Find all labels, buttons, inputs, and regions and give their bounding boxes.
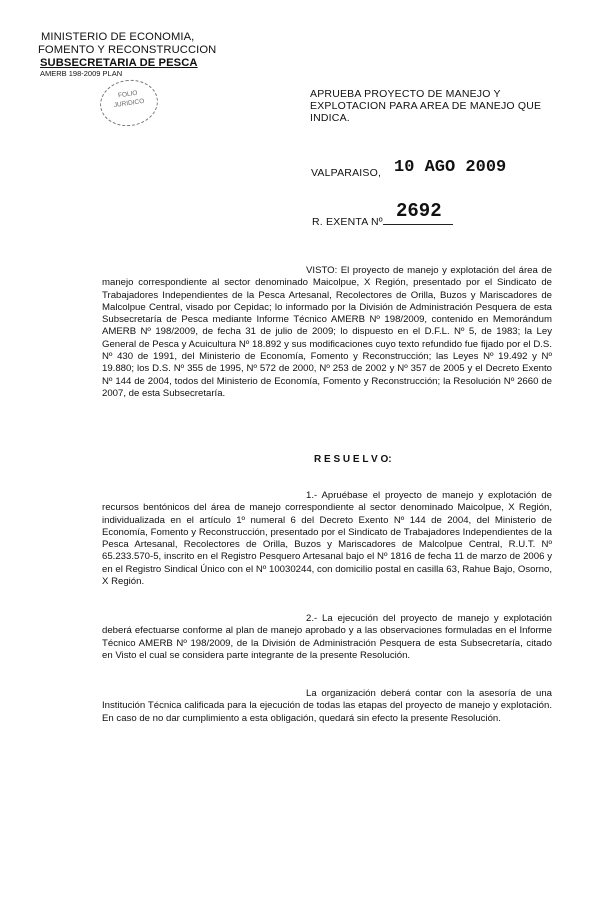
title-line-3: INDICA. [310,112,350,124]
resolution-title [310,88,562,124]
exenta-number: 2692 [396,200,442,222]
title-line-1: APRUEBA PROYECTO DE MANEJO Y [310,88,501,100]
date-stamp: 10 AGO 2009 [394,158,507,177]
subsecretaria-line: SUBSECRETARIA DE PESCA [40,57,198,69]
stamp-line-1: FOLIO [117,89,138,100]
resuelvo-heading: R E S U E L V O: [314,454,392,465]
resolution-point-2: 2.- La ejecución del proyecto de manejo y explotación deberá efectuarse conforme al plan de manejo aprobado y a las observaciones formuladas en el Informe Técnico AMERB Nº 198/2009, de la División de Administración Pesquera de esta Subsecretaría, citado en Visto el cual se considera parte integrante de la presente Resolución. [102,613,552,661]
folio-stamp [97,76,161,130]
title-line-2: EXPLOTACION PARA AREA DE MANEJO QUE [310,100,542,112]
ministry-line-1: MINISTERIO DE ECONOMIA, [41,31,195,43]
advisory-requirement-paragraph: La organización deberá contar con la asesoría de una Institución Técnica calificada para la ejecución de todas las etapas del proyecto de manejo y explotación. En caso de no dar cumplimiento a esta obligación, quedará sin efecto la presente Resolución. [102,688,552,724]
place-label: VALPARAISO, [311,167,382,179]
stamp-line-2: JURIDICO [113,97,145,110]
exenta-label-text: R. EXENTA Nº [312,216,383,228]
ministry-line-2: FOMENTO Y RECONSTRUCCION [38,44,217,56]
visto-paragraph: VISTO: El proyecto de manejo y explotación del área de manejo correspondiente al sector denominado Maicolpue, X Región, presentado por el Sindicato de Trabajadores Independientes de la Pesca Artesanal, Recolectores de Orilla, Buzos y Mariscadores de Malcolpue Central, visado por Cepidac; lo informado por la División de Administración Pesquera de esta Subsecretaría de Pesca mediante Informe Técnico AMERB Nº 198/2009, contenido en Memorándum AMERB Nº 198/2009, de fecha 31 de julio de 2009; lo dispuesto en el D.F.L. Nº 5, de 1983; la Ley General de Pesca y Acuicultura Nº 18.892 y sus modificaciones cuyo texto refundido fue fijado por el D.S. Nº 430 de 1991, del Ministerio de Economía, Fomento y Reconstrucción; las Leyes Nº 19.492 y Nº 19.880; los D.S. Nº 355 de 1995, Nº 572 de 2000, Nº 253 de 2002 y Nº 357 de 2005 y el Decreto Exento Nº 144 de 2004, todos del Ministerio de Economía, Fomento y Reconstrucción; la Resolución Nº 2660 de 2007, de esta Subsecretaría. [102,265,552,399]
exenta-underline [383,224,453,225]
resolution-point-1: 1.- Apruébase el proyecto de manejo y explotación de recursos bentónicos del área de manejo correspondiente al sector denominado Maicolpue, X Región, individualizada en el artículo 1º numeral 6 del Decreto Exento Nº 144 de 2004, del Ministerio de Economía, Fomento y Reconstrucción, presentado por el Sindicato de Trabajadores Independientes de la Pesca Artesanal, Recolectores de Orilla, Buzos y Mariscadores de Malcolpue Central, R.U.T. Nº 65.233.570-5, inscrito en el Registro Pesquero Artesanal bajo el Nº 1816 de fecha 11 de marzo de 2006 y en el Registro Sindical Único con el Nº 10030244, con domicilio postal en casilla 63, Rahue Bajo, Osorno, X Región. [102,490,552,588]
document-reference: AMERB 198-2009 PLAN [40,69,123,78]
